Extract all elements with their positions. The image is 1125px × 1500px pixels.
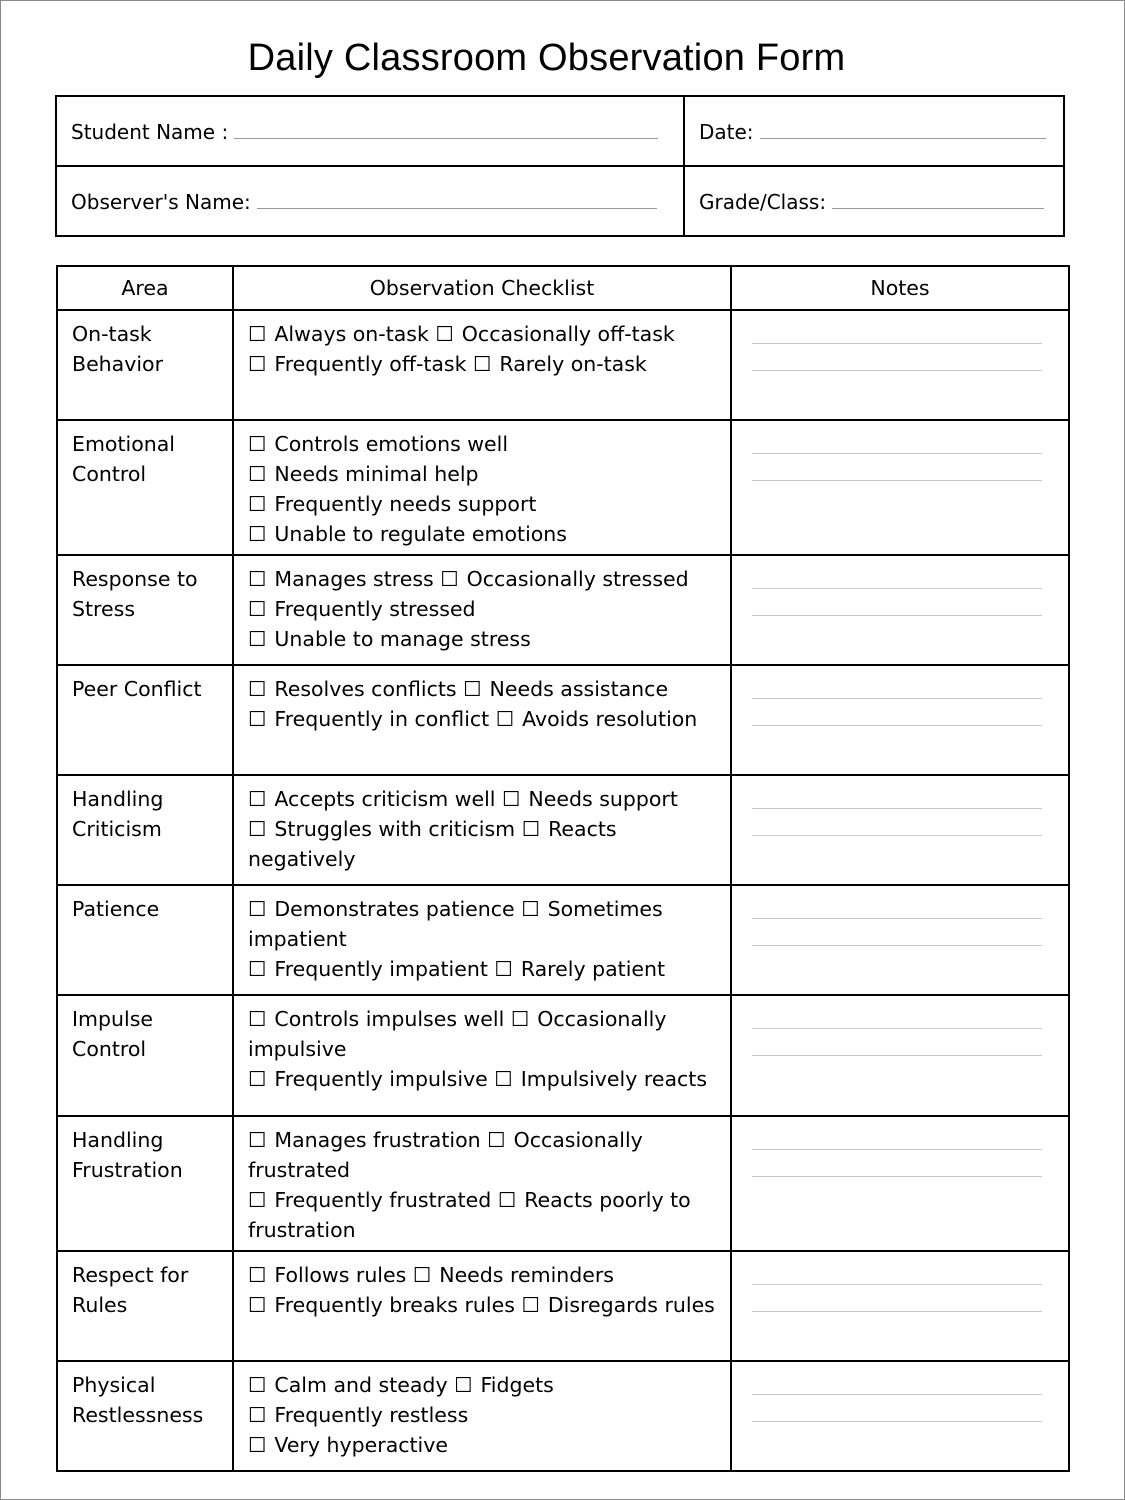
checklist-option-label: negatively (248, 847, 356, 871)
area-cell (57, 775, 233, 885)
checklist-option-label: Unable to regulate emotions (274, 522, 567, 546)
notes-cell[interactable] (731, 1361, 1069, 1471)
checklist-line (248, 784, 720, 814)
checklist-option-label: Frequently stressed (274, 597, 476, 621)
notes-line[interactable] (752, 916, 1042, 919)
checkbox[interactable]: ☐ (248, 1293, 267, 1317)
checklist-cell (233, 555, 731, 665)
checkbox[interactable]: ☐ (248, 1188, 267, 1212)
checkbox[interactable]: ☐ (248, 322, 267, 346)
checkbox[interactable]: ☐ (454, 1373, 473, 1397)
notes-line[interactable] (752, 943, 1042, 946)
checkbox[interactable]: ☐ (248, 1373, 267, 1397)
checklist-option-label: Frequently in conflict (274, 707, 490, 731)
checkbox[interactable]: ☐ (248, 707, 267, 731)
checklist-line (248, 429, 720, 459)
checkbox[interactable]: ☐ (494, 1067, 513, 1091)
notes-line[interactable] (752, 696, 1042, 699)
checklist-option-label: Frequently frustrated (274, 1188, 492, 1212)
checkbox[interactable]: ☐ (248, 597, 267, 621)
checklist-option-label: Occasionally (537, 1007, 667, 1031)
checklist-option-label: Avoids resolution (522, 707, 698, 731)
checklist-cell (233, 775, 731, 885)
notes-line[interactable] (752, 1026, 1042, 1029)
checkbox[interactable]: ☐ (495, 707, 515, 731)
area-cell (57, 555, 233, 665)
area-label-line: Impulse (72, 1007, 154, 1031)
area-header: Area (57, 266, 233, 310)
checklist-option-label: Rarely patient (520, 957, 666, 981)
student-info-table (55, 95, 1065, 237)
checkbox[interactable]: ☐ (487, 1128, 506, 1152)
checklist-line (248, 319, 720, 349)
checkbox[interactable]: ☐ (521, 1293, 540, 1317)
checkbox[interactable]: ☐ (248, 432, 267, 456)
checklist-line (248, 519, 720, 549)
area-label-line: Behavior (72, 352, 164, 376)
grade-class-field[interactable] (832, 188, 1044, 209)
checkbox[interactable]: ☐ (248, 817, 267, 841)
observation-row (57, 1116, 1069, 1251)
checklist-cell (233, 995, 731, 1116)
checkbox[interactable]: ☐ (463, 677, 482, 701)
checkbox[interactable]: ☐ (521, 817, 541, 841)
observation-row (57, 775, 1069, 885)
checklist-option-label: Manages frustration (274, 1128, 481, 1152)
observation-row (57, 1361, 1069, 1471)
observer-name-label: Observer's Name: (71, 190, 251, 214)
area-label-line: Control (72, 1037, 147, 1061)
checkbox[interactable]: ☐ (248, 1433, 267, 1457)
notes-cell[interactable] (731, 665, 1069, 775)
checklist-line (248, 894, 720, 924)
checklist-option-label: Needs assistance (489, 677, 669, 701)
checklist-cell (233, 1251, 731, 1361)
notes-line[interactable] (752, 1174, 1042, 1177)
checklist-line (248, 1400, 720, 1430)
checklist-option-label: Fidgets (480, 1373, 554, 1397)
checklist-option-label: impatient (248, 927, 347, 951)
notes-cell[interactable] (731, 1251, 1069, 1361)
form-title (1, 37, 1124, 80)
area-label-line: Handling (72, 787, 164, 811)
checklist-line (248, 1064, 720, 1094)
checkbox[interactable]: ☐ (248, 567, 267, 591)
notes-line[interactable] (752, 478, 1042, 481)
checklist-option-label: Sometimes (547, 897, 663, 921)
checklist-line (248, 674, 720, 704)
student-name-cell (56, 96, 684, 166)
checklist-line (248, 844, 720, 874)
notes-cell[interactable] (731, 420, 1069, 555)
checklist-line (248, 1430, 720, 1460)
checklist-option-label: Controls emotions well (274, 432, 509, 456)
area-cell (57, 995, 233, 1116)
checklist-option-label: Needs minimal help (274, 462, 479, 486)
checklist-option-label: Occasionally stressed (466, 567, 689, 591)
area-cell (57, 420, 233, 555)
notes-line[interactable] (752, 1419, 1042, 1422)
area-cell (57, 1251, 233, 1361)
checkbox[interactable]: ☐ (248, 787, 267, 811)
notes-cell[interactable] (731, 1116, 1069, 1251)
checklist-cell (233, 885, 731, 995)
notes-line[interactable] (752, 368, 1042, 371)
checklist-cell (233, 310, 731, 420)
checkbox[interactable]: ☐ (248, 1263, 267, 1287)
notes-line[interactable] (752, 1392, 1042, 1395)
notes-line[interactable] (752, 723, 1042, 726)
checklist-option-label: Impulsively reacts (520, 1067, 708, 1091)
checklist-line (248, 814, 720, 844)
checkbox[interactable]: ☐ (248, 1007, 267, 1031)
checkbox[interactable]: ☐ (248, 957, 267, 981)
checkbox[interactable]: ☐ (248, 1403, 267, 1427)
checklist-option-label: impulsive (248, 1037, 347, 1061)
area-label-line: Rules (72, 1293, 128, 1317)
checklist-option-label: Calm and steady (274, 1373, 448, 1397)
checklist-option-label: Accepts criticism well (274, 787, 496, 811)
checklist-line (248, 1290, 720, 1320)
checkbox[interactable]: ☐ (248, 522, 267, 546)
checklist-option-label: Always on-task (274, 322, 429, 346)
observer-name-field[interactable] (257, 188, 657, 209)
checkbox[interactable]: ☐ (248, 677, 267, 701)
checklist-option-label: Struggles with criticism (274, 817, 516, 841)
date-label: Date: (699, 120, 754, 144)
observation-row (57, 1251, 1069, 1361)
checklist-option-label: Frequently breaks rules (274, 1293, 515, 1317)
checklist-option-label: Reacts (548, 817, 617, 841)
checklist-line (248, 459, 720, 489)
area-cell (57, 1116, 233, 1251)
checklist-option-label: Frequently restless (274, 1403, 469, 1427)
checklist-line (248, 564, 720, 594)
area-label-line: Physical (72, 1373, 156, 1397)
date-field[interactable] (760, 118, 1046, 139)
checklist-line (248, 1185, 720, 1215)
checklist-line (248, 624, 720, 654)
checklist-line (248, 924, 720, 954)
checkbox[interactable]: ☐ (497, 1188, 517, 1212)
checklist-line (248, 594, 720, 624)
area-label-line: Emotional (72, 432, 175, 456)
checkbox[interactable]: ☐ (435, 322, 454, 346)
checklist-option-label: Frequently needs support (274, 492, 537, 516)
notes-line[interactable] (752, 341, 1042, 344)
checkbox[interactable]: ☐ (510, 1007, 530, 1031)
checklist-option-label: Frequently impatient (274, 957, 488, 981)
observation-row (57, 555, 1069, 665)
checklist-line (248, 1370, 720, 1400)
checklist-option-label: Manages stress (274, 567, 434, 591)
checkbox[interactable]: ☐ (248, 1128, 267, 1152)
observation-row (57, 310, 1069, 420)
area-label-line: Control (72, 462, 147, 486)
date-cell (684, 96, 1064, 166)
checklist-option-label: Disregards rules (547, 1293, 715, 1317)
checklist-option-label: Reacts poorly to (524, 1188, 691, 1212)
checkbox[interactable]: ☐ (521, 897, 540, 921)
checklist-option-label: Demonstrates patience (274, 897, 515, 921)
form-title-text: Daily Classroom Observation Form (247, 37, 846, 79)
checklist-line (248, 349, 720, 379)
checklist-line (248, 1004, 720, 1034)
checklist-line (248, 704, 720, 734)
observation-row (57, 665, 1069, 775)
checklist-line (248, 954, 720, 984)
checklist-header: Observation Checklist (233, 266, 731, 310)
notes-cell[interactable] (731, 555, 1069, 665)
notes-line[interactable] (752, 586, 1042, 589)
checkbox[interactable]: ☐ (440, 567, 459, 591)
area-label-line: Peer Conflict (72, 677, 202, 701)
checklist-line (248, 1215, 720, 1245)
notes-line[interactable] (752, 806, 1042, 809)
notes-line[interactable] (752, 1053, 1042, 1056)
notes-line[interactable] (752, 1282, 1042, 1285)
area-label-line: Stress (72, 597, 136, 621)
area-label-line: Patience (72, 897, 160, 921)
grade-class-cell (684, 166, 1064, 236)
area-label-line: Restlessness (72, 1403, 204, 1427)
notes-line[interactable] (752, 613, 1042, 616)
checklist-option-label: Resolves conflicts (274, 677, 457, 701)
notes-line[interactable] (752, 833, 1042, 836)
notes-cell[interactable] (731, 885, 1069, 995)
checkbox[interactable]: ☐ (248, 462, 267, 486)
area-label-line: Response to (72, 567, 198, 591)
checklist-cell (233, 665, 731, 775)
checkbox[interactable]: ☐ (248, 627, 267, 651)
observation-rows (57, 310, 1069, 1471)
checkbox[interactable]: ☐ (473, 352, 492, 376)
checklist-option-label: Occasionally off-task (461, 322, 675, 346)
checklist-cell (233, 1116, 731, 1251)
observation-table (56, 265, 1070, 1472)
area-label-line: Respect for (72, 1263, 189, 1287)
area-cell (57, 665, 233, 775)
checklist-option-label: Needs reminders (439, 1263, 614, 1287)
checklist-option-label: Controls impulses well (274, 1007, 505, 1031)
checklist-line (248, 1034, 720, 1064)
area-cell (57, 310, 233, 420)
student-name-label: Student Name : (71, 120, 229, 144)
observation-row (57, 995, 1069, 1116)
area-label-line: Handling (72, 1128, 164, 1152)
notes-cell[interactable] (731, 310, 1069, 420)
area-label-line: Criticism (72, 817, 162, 841)
notes-cell[interactable] (731, 995, 1069, 1116)
checklist-line (248, 1125, 720, 1155)
checkbox[interactable]: ☐ (502, 787, 521, 811)
header-row (57, 266, 1069, 310)
checkbox[interactable]: ☐ (248, 352, 267, 376)
observer-name-cell (56, 166, 684, 236)
checkbox[interactable]: ☐ (412, 1263, 432, 1287)
checklist-option-label: Rarely on-task (499, 352, 647, 376)
checklist-option-label: Unable to manage stress (274, 627, 531, 651)
checkbox[interactable]: ☐ (248, 897, 267, 921)
grade-class-label: Grade/Class: (699, 190, 827, 214)
area-cell (57, 885, 233, 995)
notes-header: Notes (731, 266, 1069, 310)
checklist-option-label: Occasionally (513, 1128, 643, 1152)
checkbox[interactable]: ☐ (248, 492, 267, 516)
observation-row (57, 420, 1069, 555)
checklist-option-label: Very hyperactive (274, 1433, 448, 1457)
checklist-line (248, 1155, 720, 1185)
area-label-line: Frustration (72, 1158, 183, 1182)
checklist-option-label: Frequently impulsive (274, 1067, 488, 1091)
checklist-option-label: Needs support (528, 787, 678, 811)
checklist-option-label: frustration (248, 1218, 356, 1242)
notes-line[interactable] (752, 1147, 1042, 1150)
checkbox[interactable]: ☐ (248, 1067, 267, 1091)
checklist-line (248, 1260, 720, 1290)
checklist-cell (233, 1361, 731, 1471)
checkbox[interactable]: ☐ (494, 957, 513, 981)
notes-cell[interactable] (731, 775, 1069, 885)
checklist-option-label: Follows rules (274, 1263, 407, 1287)
area-label-line: On-task (72, 322, 152, 346)
notes-line[interactable] (752, 1309, 1042, 1312)
checklist-cell (233, 420, 731, 555)
area-cell (57, 1361, 233, 1471)
student-name-field[interactable] (234, 118, 658, 139)
checklist-line (248, 489, 720, 519)
checklist-option-label: frustrated (248, 1158, 351, 1182)
observation-row (57, 885, 1069, 995)
checklist-option-label: Frequently off-task (274, 352, 467, 376)
notes-line[interactable] (752, 451, 1042, 454)
